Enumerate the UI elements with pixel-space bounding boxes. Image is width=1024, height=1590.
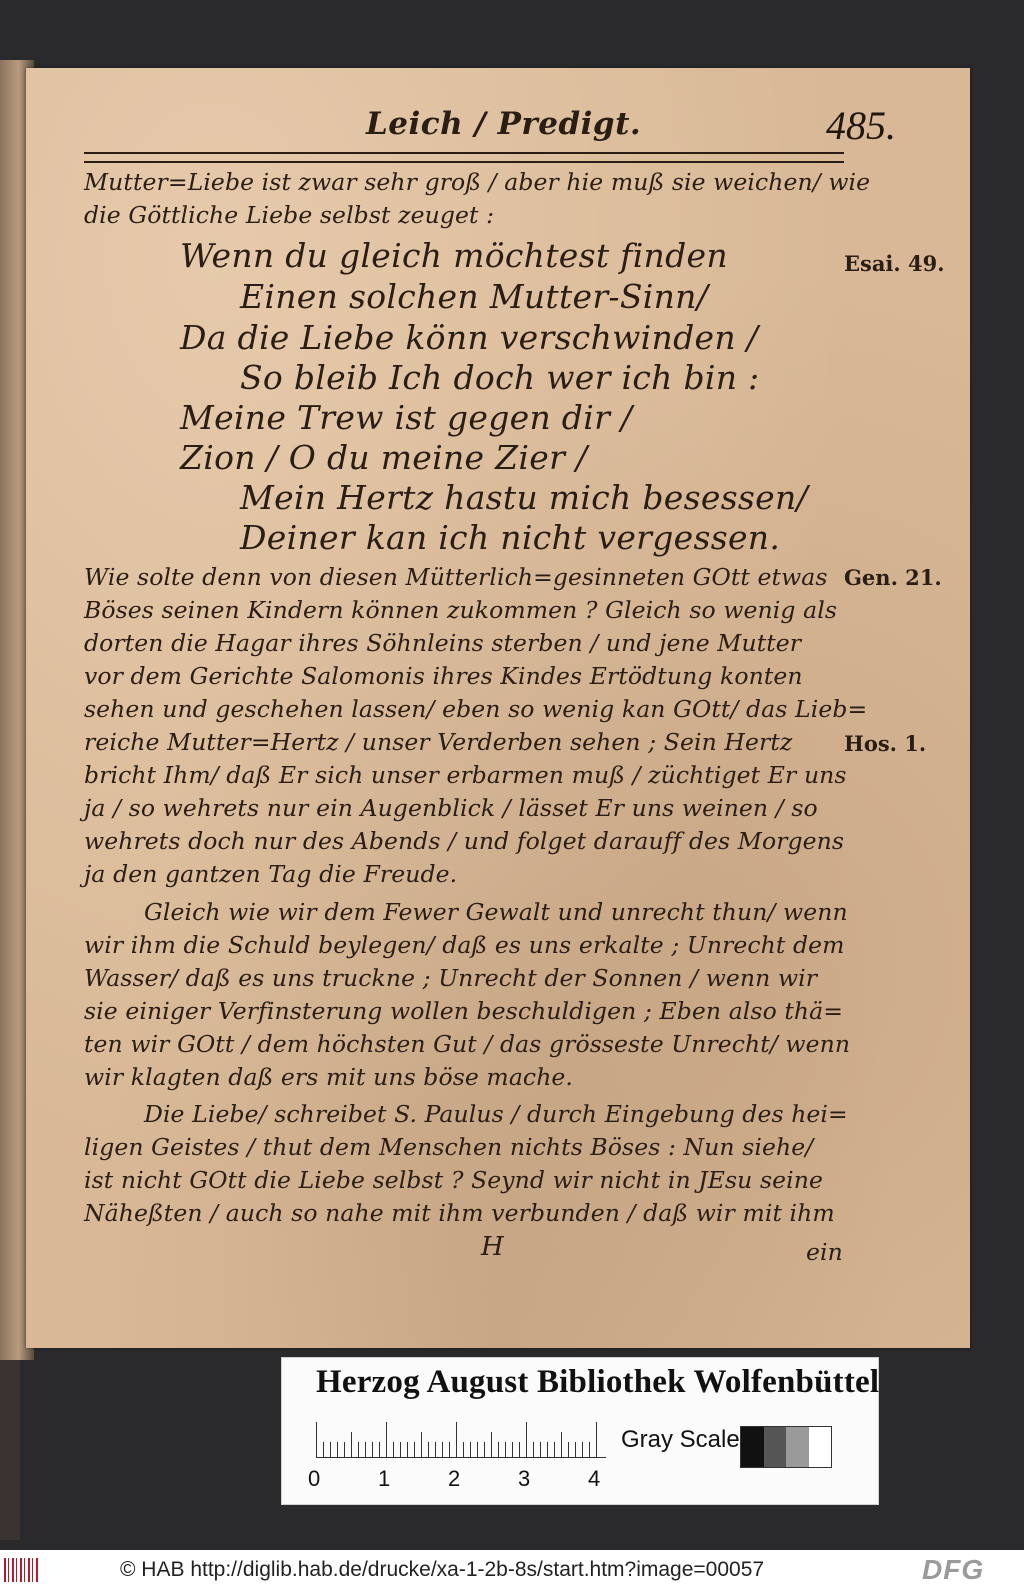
- text-line: Wasser/ daß es uns truckne ; Unrecht der Sonnen / wenn wir: [84, 964, 818, 992]
- ruler-tick: [400, 1442, 401, 1458]
- margin-note: Hos. 1.: [844, 731, 927, 756]
- ruler-tick: [337, 1442, 338, 1458]
- ruler-baseline: [316, 1457, 606, 1458]
- ruler-tick: [477, 1442, 478, 1458]
- ruler-tick: [512, 1442, 513, 1458]
- color-scale-card: [281, 1357, 879, 1505]
- catchword: ein: [806, 1238, 843, 1266]
- ruler-tick: [470, 1442, 471, 1458]
- ruler-tick: [379, 1442, 380, 1458]
- ruler-number: 3: [518, 1466, 531, 1491]
- ruler-tick: [519, 1442, 520, 1458]
- ruler-tick: [428, 1442, 429, 1458]
- text-line: Gleich wie wir dem Fewer Gewalt und unrecht thun/ wenn: [144, 898, 848, 926]
- ruler-tick: [456, 1422, 457, 1458]
- ruler-tick: [449, 1442, 450, 1458]
- ruler-tick: [589, 1442, 590, 1458]
- ruler-tick: [498, 1442, 499, 1458]
- ruler-tick: [393, 1442, 394, 1458]
- ruler-tick: [344, 1442, 345, 1458]
- text-line: Böses seinen Kindern können zukommen ? Gleich so wenig als: [84, 596, 837, 624]
- library-name: Herzog August Bibliothek Wolfenbüttel: [316, 1364, 880, 1400]
- text-line: wehrets doch nur des Abends / und folget darauff des Morgens: [84, 827, 845, 855]
- ruler-tick: [596, 1422, 597, 1458]
- text-line: wir klagten daß ers mit uns böse mache.: [84, 1063, 574, 1091]
- ruler-tick: [414, 1442, 415, 1458]
- verse-line: Deiner kan ich nicht vergessen.: [240, 518, 781, 557]
- text-line: Näheßten / auch so nahe mit ihm verbunden / daß wir mit ihm: [84, 1199, 835, 1227]
- verse-line: Wenn du gleich möchtest finden: [180, 236, 728, 275]
- ruler-tick: [533, 1442, 534, 1458]
- text-line: bricht Ihm/ daß Er sich unser erbarmen muß / züchtiget Er uns: [84, 761, 847, 789]
- text-line: Wie solte denn von diesen Mütterlich=gesinneten GOtt etwas: [84, 563, 828, 591]
- ruler-tick: [484, 1442, 485, 1458]
- margin-note: Gen. 21.: [844, 565, 942, 590]
- ruler-tick: [316, 1422, 317, 1458]
- text-line: ja den gantzen Tag die Freude.: [84, 860, 458, 888]
- ruler-tick: [421, 1432, 422, 1458]
- ruler-tick: [358, 1442, 359, 1458]
- dfg-logo: DFG: [922, 1554, 985, 1585]
- gray-patch: [786, 1427, 809, 1467]
- ruler-number: 4: [588, 1466, 601, 1491]
- copyright-url[interactable]: © HAB http://diglib.hab.de/drucke/xa-1-2b-8s/start.htm?image=00057: [120, 1558, 765, 1581]
- text-line: ja / so wehrets nur ein Augenblick / lässet Er uns weinen / so: [84, 794, 818, 822]
- text-line: sehen und geschehen lassen/ eben so wenig kan GOtt/ das Lieb=: [84, 695, 868, 723]
- head-rule: [84, 152, 844, 163]
- text-line: die Göttliche Liebe selbst zeuget :: [84, 201, 495, 229]
- text-line: Mutter=Liebe ist zwar sehr groß / aber hie muß sie weichen/ wie: [84, 168, 871, 196]
- ruler-tick: [323, 1442, 324, 1458]
- text-line: vor dem Gerichte Salomonis ihres Kindes Ertödtung konten: [84, 662, 803, 690]
- ruler-number: 1: [378, 1466, 391, 1491]
- ruler-tick: [330, 1442, 331, 1458]
- ruler-tick: [491, 1432, 492, 1458]
- text-line: Die Liebe/ schreibet S. Paulus / durch Eingebung des hei=: [144, 1100, 848, 1128]
- page-number: 485.: [826, 103, 896, 148]
- text-line: sie einiger Verfinsterung wollen beschuldigen ; Eben also thä=: [84, 997, 844, 1025]
- gray-patch: [741, 1427, 764, 1467]
- text-line: reiche Mutter=Hertz / unser Verderben sehen ; Sein Hertz: [84, 728, 793, 756]
- document-page: [26, 68, 970, 1348]
- ruler-tick: [547, 1442, 548, 1458]
- gray-scale-patches: [740, 1426, 832, 1468]
- margin-note: Esai. 49.: [844, 251, 945, 276]
- verse-line: So bleib Ich doch wer ich bin :: [240, 358, 760, 397]
- verse-line: Mein Hertz hastu mich besessen/: [240, 478, 808, 517]
- ruler-tick: [575, 1442, 576, 1458]
- ruler-tick: [351, 1432, 352, 1458]
- ruler-tick: [582, 1442, 583, 1458]
- text-line: ligen Geistes / thut dem Menschen nichts Böses : Nun siehe/: [84, 1133, 814, 1161]
- gray-patch: [809, 1427, 832, 1467]
- ruler-tick: [561, 1432, 562, 1458]
- gray-scale-label: Gray Scale: [621, 1426, 740, 1453]
- ruler-tick: [554, 1442, 555, 1458]
- verse-line: Meine Trew ist gegen dir /: [180, 398, 633, 437]
- text-line: ist nicht GOtt die Liebe selbst ? Seynd wir nicht in JEsu seine: [84, 1166, 824, 1194]
- verse-line: Da die Liebe könn verschwinden /: [180, 318, 759, 357]
- ruler-tick: [505, 1442, 506, 1458]
- book-edge-lower: [0, 1360, 20, 1540]
- text-line: ten wir GOtt / dem höchsten Gut / das grösseste Unrecht/ wenn: [84, 1030, 851, 1058]
- footer-bar: [0, 1550, 1024, 1590]
- ruler-tick: [386, 1422, 387, 1458]
- text-line: dorten die Hagar ihres Söhnleins sterben / und jene Mutter: [84, 629, 802, 657]
- ruler-tick: [435, 1442, 436, 1458]
- ruler-tick: [526, 1422, 527, 1458]
- verse-line: Einen solchen Mutter-Sinn/: [240, 277, 709, 316]
- ruler-tick: [442, 1442, 443, 1458]
- signature-mark: H: [481, 1232, 504, 1262]
- gray-patch: [764, 1427, 787, 1467]
- barcode-icon: [4, 1558, 40, 1582]
- measurement-ruler: [316, 1420, 606, 1458]
- ruler-tick: [568, 1442, 569, 1458]
- ruler-tick: [372, 1442, 373, 1458]
- ruler-tick: [365, 1442, 366, 1458]
- ruler-tick: [463, 1442, 464, 1458]
- verse-line: Zion / O du meine Zier /: [180, 438, 588, 477]
- running-head: Leich / Predigt.: [366, 106, 642, 142]
- ruler-tick: [540, 1442, 541, 1458]
- ruler-tick: [407, 1442, 408, 1458]
- ruler-number: 2: [448, 1466, 461, 1491]
- text-line: wir ihm die Schuld beylegen/ daß es uns erkalte ; Unrecht dem: [84, 931, 845, 959]
- ruler-number: 0: [308, 1466, 321, 1491]
